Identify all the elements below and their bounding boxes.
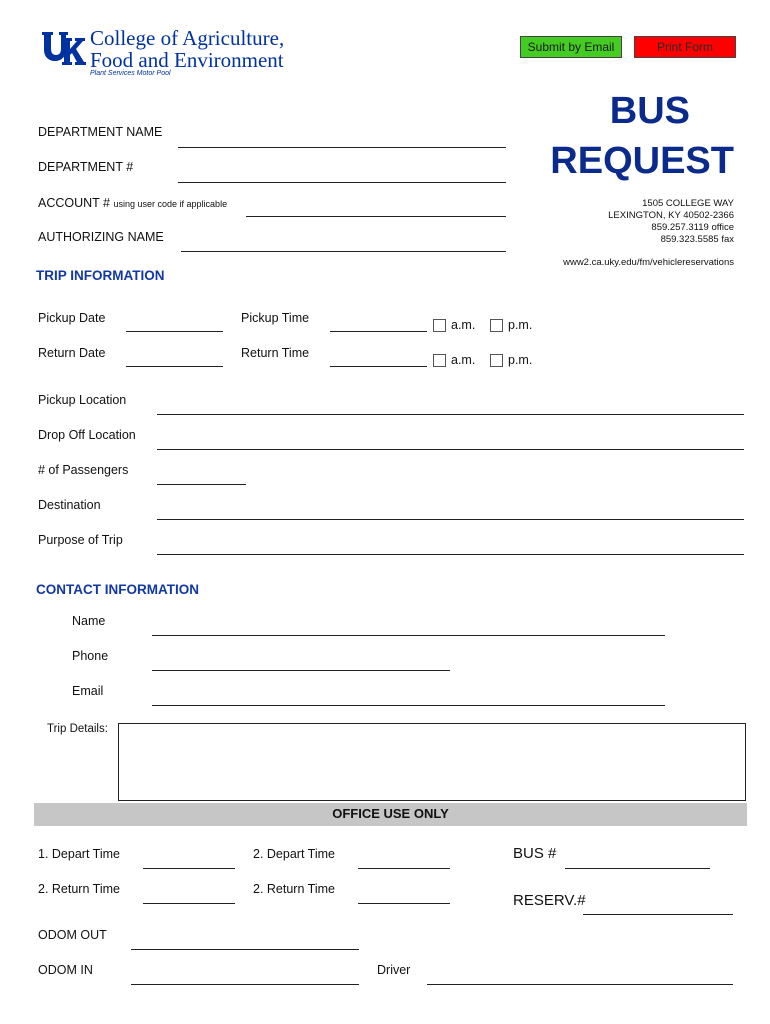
depart-time-1-label: 1. Depart Time (38, 847, 120, 861)
return-time-1-label: 2. Return Time (38, 882, 120, 896)
return-pm-label: p.m. (508, 353, 533, 367)
destination-field[interactable] (157, 519, 744, 520)
purpose-field[interactable] (157, 554, 744, 555)
address-line: 859.323.5585 fax (660, 234, 734, 245)
trip-details-label: Trip Details: (47, 723, 108, 735)
account-field[interactable] (246, 216, 506, 217)
contact-email-field[interactable] (152, 705, 665, 706)
driver-field[interactable] (427, 984, 733, 985)
trip-information-heading: TRIP INFORMATION (36, 268, 165, 283)
reservation-number-label: RESERV.# (513, 892, 586, 909)
contact-name-field[interactable] (152, 635, 665, 636)
address-block (608, 198, 734, 246)
return-time-1-field[interactable] (143, 903, 235, 904)
title-request: REQUEST (550, 140, 734, 182)
contact-information-heading: CONTACT INFORMATION (36, 582, 199, 597)
return-am-label: a.m. (451, 353, 476, 367)
return-date-label: Return Date (38, 346, 106, 360)
driver-label: Driver (377, 963, 411, 977)
uk-logo-icon (40, 30, 86, 68)
logo-line-1: College of Agriculture, (90, 26, 285, 50)
odom-in-label: ODOM IN (38, 963, 93, 977)
reservation-number-field[interactable] (583, 914, 733, 915)
return-pm-checkbox[interactable] (490, 354, 503, 367)
pickup-date-label: Pickup Date (38, 311, 106, 325)
department-name-label: DEPARTMENT NAME (38, 125, 163, 139)
passengers-field[interactable] (157, 484, 246, 485)
return-am-checkbox[interactable] (433, 354, 446, 367)
return-time-label: Return Time (241, 346, 310, 360)
trip-details-textarea[interactable] (118, 723, 746, 801)
logo-line-2: Food and Environment (90, 48, 284, 72)
submit-by-email-button[interactable]: Submit by Email (520, 36, 622, 58)
return-date-field[interactable] (126, 366, 223, 367)
pickup-pm-label: p.m. (508, 318, 533, 332)
odom-out-field[interactable] (131, 949, 359, 950)
pickup-am-checkbox[interactable] (433, 319, 446, 332)
pickup-location-field[interactable] (157, 414, 744, 415)
address-line: 859.257.3119 office (651, 222, 734, 233)
contact-name-label: Name (72, 614, 106, 628)
department-number-field[interactable] (178, 182, 506, 183)
dropoff-location-label: Drop Off Location (38, 428, 136, 442)
department-name-field[interactable] (178, 147, 506, 148)
address-line: 1505 COLLEGE WAY (642, 198, 734, 209)
odom-out-label: ODOM OUT (38, 928, 107, 942)
odom-in-field[interactable] (131, 984, 359, 985)
return-time-field[interactable] (330, 366, 427, 367)
logo-subtitle: Plant Services Motor Pool (90, 70, 171, 77)
website-url: www2.ca.uky.edu/fm/vehiclereservations (563, 257, 734, 268)
depart-time-2-field[interactable] (358, 868, 450, 869)
authorizing-name-field[interactable] (181, 251, 506, 252)
account-label-text: ACCOUNT # (38, 196, 111, 210)
contact-phone-field[interactable] (152, 670, 450, 671)
dropoff-location-field[interactable] (157, 449, 744, 450)
contact-phone-label: Phone (72, 649, 109, 663)
pickup-time-field[interactable] (330, 331, 427, 332)
department-number-label: DEPARTMENT # (38, 160, 134, 174)
depart-time-2-label: 2. Depart Time (253, 847, 335, 861)
bus-number-field[interactable] (565, 868, 710, 869)
account-note: using user code if applicable (113, 199, 228, 209)
pickup-location-label: Pickup Location (38, 393, 127, 407)
pickup-time-label: Pickup Time (241, 311, 310, 325)
return-time-2-label: 2. Return Time (253, 882, 335, 896)
title-bus: BUS (609, 90, 690, 132)
passengers-label: # of Passengers (38, 463, 129, 477)
return-time-2-field[interactable] (358, 903, 450, 904)
college-name (90, 27, 284, 71)
address-line: LEXINGTON, KY 40502-2366 (608, 210, 734, 221)
office-use-only-banner: OFFICE USE ONLY (34, 803, 747, 826)
pickup-pm-checkbox[interactable] (490, 319, 503, 332)
pickup-am-label: a.m. (451, 318, 476, 332)
purpose-label: Purpose of Trip (38, 533, 123, 547)
depart-time-1-field[interactable] (143, 868, 235, 869)
pickup-date-field[interactable] (126, 331, 223, 332)
authorizing-name-label: AUTHORIZING NAME (38, 230, 164, 244)
bus-number-label: BUS # (513, 845, 557, 862)
destination-label: Destination (38, 498, 101, 512)
contact-email-label: Email (72, 684, 104, 698)
print-form-button[interactable]: Print Form (634, 36, 736, 58)
account-label (38, 196, 227, 210)
